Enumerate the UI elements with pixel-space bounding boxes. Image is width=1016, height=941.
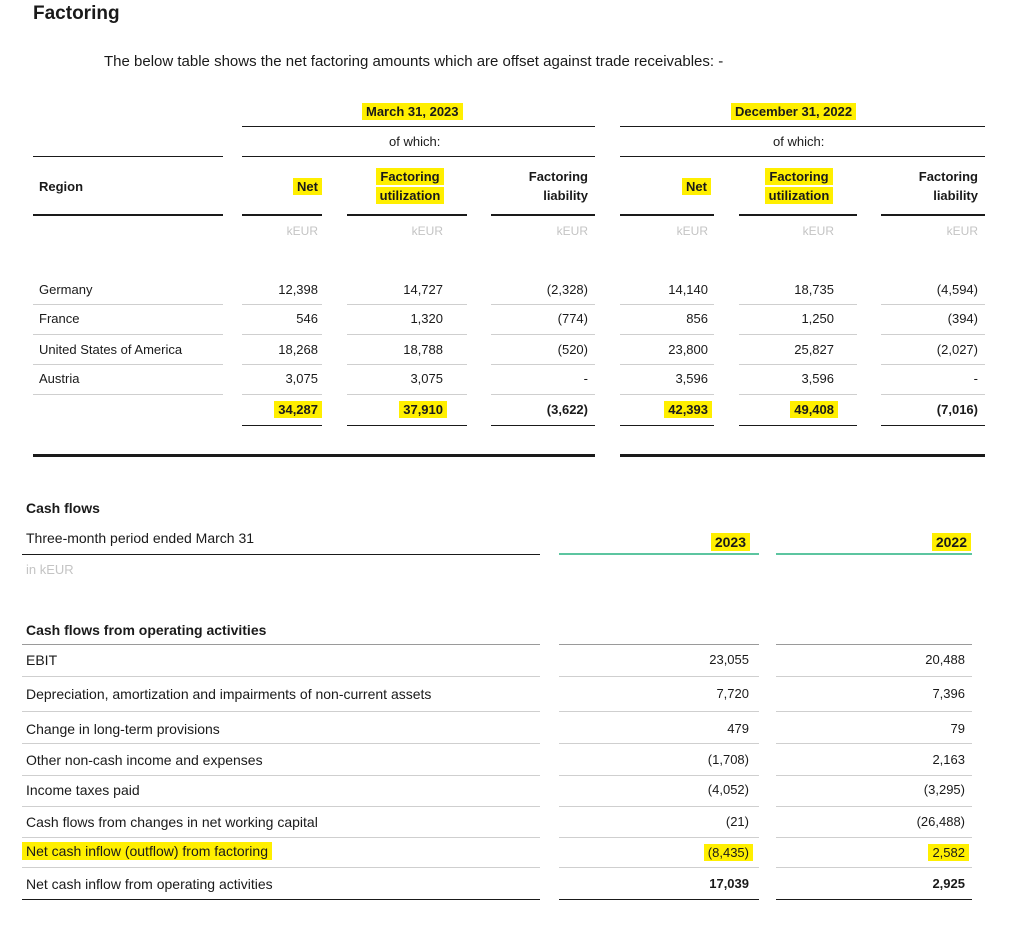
util-2022-header-rule <box>739 214 857 216</box>
total-cell: (3,622) <box>546 402 588 417</box>
total-rule <box>22 899 540 900</box>
row-divider <box>776 867 972 868</box>
value-2023: (21) <box>725 814 749 829</box>
row-divider <box>739 394 857 395</box>
row-label: Income taxes paid <box>26 782 140 798</box>
row-divider <box>491 334 595 335</box>
row-divider <box>242 304 322 305</box>
row-divider <box>559 806 759 807</box>
value-2023: (8,435) <box>633 845 753 860</box>
value-2022: 7,396 <box>932 686 965 701</box>
value-2022: (26,488) <box>916 814 965 829</box>
util-2023-header-rule <box>347 214 467 216</box>
row-divider <box>22 711 540 712</box>
table-cell: 14,140 <box>668 282 708 297</box>
unit-net-2022: kEUR <box>676 224 708 238</box>
region-name: Austria <box>39 371 80 386</box>
row-divider <box>559 743 759 744</box>
total-cell: (7,016) <box>936 402 978 417</box>
value-2023: 479 <box>727 721 749 736</box>
region-name: Germany <box>39 282 93 297</box>
row-label: Cash flows from changes in net working capital <box>26 814 318 830</box>
row-divider <box>347 304 467 305</box>
total-rule <box>559 899 759 900</box>
unit-liab-2022: kEUR <box>946 224 978 238</box>
total-rule <box>242 425 322 426</box>
row-label: Depreciation, amortization and impairments of non-current assets <box>26 686 432 702</box>
col-net-2023: Net <box>270 177 322 196</box>
row-divider <box>776 711 972 712</box>
row-divider <box>491 364 595 365</box>
table-cell: 12,398 <box>278 282 318 297</box>
table-cell: (2,027) <box>936 342 978 357</box>
table-cell: 23,800 <box>668 342 708 357</box>
unit-liab-2023: kEUR <box>556 224 588 238</box>
intro-text: The below table shows the net factoring amounts which are offset against trade receivables: - <box>104 53 724 70</box>
row-label: Net cash inflow from operating activities <box>26 876 273 892</box>
of-which-2022: of which: <box>773 134 825 149</box>
row-divider <box>776 676 972 677</box>
page-title: Factoring <box>33 3 120 24</box>
net-2023-header-rule <box>242 214 322 216</box>
region-name: United States of America <box>39 342 183 357</box>
table-cell: (520) <box>557 342 588 357</box>
period-2023-rule <box>242 126 595 127</box>
row-divider <box>881 364 985 365</box>
total-cell: 37,910 <box>363 402 447 417</box>
table-cell: 1,320 <box>410 311 443 326</box>
unit-util-2022: kEUR <box>802 224 834 238</box>
row-divider <box>491 394 595 395</box>
region-name: France <box>39 311 80 326</box>
value-2023: 23,055 <box>709 652 749 667</box>
row-divider <box>620 334 714 335</box>
row-divider <box>559 676 759 677</box>
year-2023-rule <box>559 553 759 555</box>
period-2022-header: December 31, 2022 <box>731 102 856 121</box>
region-header-rule <box>33 214 223 216</box>
row-divider <box>347 394 467 395</box>
table-cell: 25,827 <box>794 342 834 357</box>
value-2022: 20,488 <box>925 652 965 667</box>
total-cell: 42,393 <box>628 402 712 417</box>
value-2022: 2,925 <box>932 876 965 891</box>
table-bottom-rule-2022 <box>620 454 985 457</box>
total-cell: 34,287 <box>238 402 322 417</box>
table-cell: 1,250 <box>801 311 834 326</box>
total-rule <box>739 425 857 426</box>
row-divider <box>739 364 857 365</box>
row-divider <box>22 837 540 838</box>
operating-section-heading: Cash flows from operating activities <box>26 622 267 638</box>
value-2022: 79 <box>950 721 965 736</box>
row-divider <box>559 775 759 776</box>
table-cell: - <box>973 371 978 386</box>
table-cell: 3,075 <box>410 371 443 386</box>
row-divider <box>881 394 985 395</box>
of-which-2023: of which: <box>389 134 441 149</box>
col-net-2022: Net <box>655 177 711 196</box>
table-cell: (2,328) <box>546 282 588 297</box>
col-util-2022: Factoring utilization <box>754 167 844 205</box>
row-divider <box>33 304 223 305</box>
row-divider <box>33 364 223 365</box>
row-divider <box>242 364 322 365</box>
col-util-2023: Factoring utilization <box>365 167 455 205</box>
total-rule <box>347 425 467 426</box>
cols-2023-top-rule <box>242 156 595 157</box>
table-cell: 3,596 <box>801 371 834 386</box>
cashflows-unit: in kEUR <box>26 562 74 577</box>
row-divider <box>776 743 972 744</box>
row-divider <box>347 334 467 335</box>
row-divider <box>347 364 467 365</box>
value-2023: (4,052) <box>707 782 749 797</box>
total-rule <box>881 425 985 426</box>
total-cell: 49,408 <box>754 402 838 417</box>
table-cell: 18,788 <box>403 342 443 357</box>
row-divider <box>739 334 857 335</box>
value-2023: (1,708) <box>707 752 749 767</box>
row-label: EBIT <box>26 652 58 668</box>
table-cell: 18,735 <box>794 282 834 297</box>
row-divider <box>776 806 972 807</box>
total-rule <box>491 425 595 426</box>
liab-2023-header-rule <box>491 214 595 216</box>
cashflows-heading: Cash flows <box>26 500 100 516</box>
value-2023: 7,720 <box>716 686 749 701</box>
year-2022-rule <box>776 553 972 555</box>
cashflows-period: Three-month period ended March 31 <box>26 530 255 546</box>
row-label: Other non-cash income and expenses <box>26 752 263 768</box>
total-rule <box>620 425 714 426</box>
value-2023: 17,039 <box>709 876 749 891</box>
row-divider <box>33 334 223 335</box>
section-rule <box>776 644 972 645</box>
total-rule <box>776 899 972 900</box>
row-divider <box>33 394 223 395</box>
section-rule <box>559 644 759 645</box>
cols-2022-top-rule <box>620 156 985 157</box>
table-cell: (4,594) <box>936 282 978 297</box>
region-header: Region <box>39 179 84 194</box>
period-rule <box>22 554 540 555</box>
row-divider <box>620 364 714 365</box>
row-divider <box>242 394 322 395</box>
year-2022: 2022 <box>866 534 971 550</box>
row-divider <box>242 334 322 335</box>
row-divider <box>881 334 985 335</box>
row-divider <box>559 711 759 712</box>
value-2022: 2,582 <box>849 845 969 860</box>
table-cell: (394) <box>947 311 978 326</box>
section-rule <box>22 644 540 645</box>
unit-net-2023: kEUR <box>286 224 318 238</box>
period-2023-header: March 31, 2023 <box>362 102 463 121</box>
period-2022-rule <box>620 126 985 127</box>
unit-util-2023: kEUR <box>411 224 443 238</box>
row-divider <box>776 837 972 838</box>
row-divider <box>22 676 540 677</box>
row-divider <box>881 304 985 305</box>
region-top-rule <box>33 156 223 157</box>
row-divider <box>739 304 857 305</box>
row-divider <box>22 867 540 868</box>
liab-2022-header-rule <box>881 214 985 216</box>
col-liab-2023: Factoring liability <box>528 169 588 203</box>
table-cell: (774) <box>557 311 588 326</box>
row-divider <box>776 775 972 776</box>
row-divider <box>620 394 714 395</box>
row-divider <box>22 743 540 744</box>
table-cell: 18,268 <box>278 342 318 357</box>
row-label: Net cash inflow (outflow) from factoring <box>22 843 272 859</box>
row-divider <box>22 775 540 776</box>
table-cell: 3,596 <box>675 371 708 386</box>
table-cell: 3,075 <box>285 371 318 386</box>
row-label: Change in long-term provisions <box>26 721 220 737</box>
table-cell: 856 <box>686 311 708 326</box>
row-divider <box>491 304 595 305</box>
value-2022: (3,295) <box>923 782 965 797</box>
table-bottom-rule-2023 <box>33 454 595 457</box>
col-liab-2022: Factoring liability <box>918 169 978 203</box>
table-cell: 14,727 <box>403 282 443 297</box>
net-2022-header-rule <box>620 214 714 216</box>
value-2022: 2,163 <box>932 752 965 767</box>
year-2023: 2023 <box>650 534 750 550</box>
row-divider <box>22 806 540 807</box>
row-divider <box>559 837 759 838</box>
row-divider <box>620 304 714 305</box>
row-divider <box>559 867 759 868</box>
table-cell: 546 <box>296 311 318 326</box>
table-cell: - <box>583 371 588 386</box>
